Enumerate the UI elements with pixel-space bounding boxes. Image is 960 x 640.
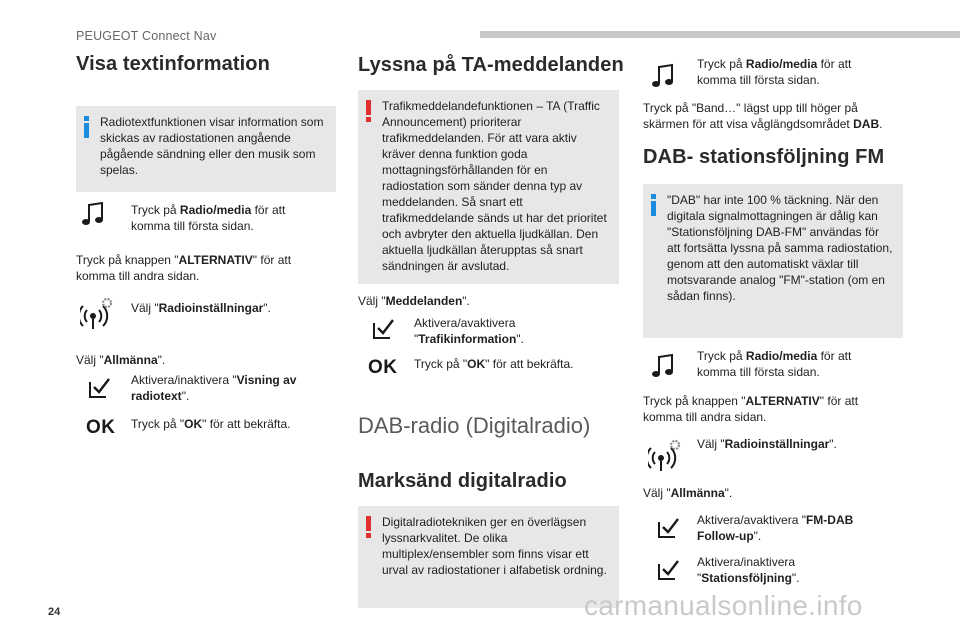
paragraph-alternativ: Tryck på knappen "ALTERNATIV" för att komma till andra sidan. xyxy=(76,253,292,283)
info-icon xyxy=(84,116,89,138)
warning-icon xyxy=(366,100,371,122)
heading-visa-textinformation: Visa textinformation xyxy=(76,53,270,75)
paragraph-meddelanden: Välj "Meddelanden". xyxy=(358,294,470,308)
step-text: Tryck på Radio/media för att komma till första sidan. xyxy=(697,57,852,87)
ok-icon: OK xyxy=(368,357,398,378)
info-box-radiotext xyxy=(76,106,336,192)
paragraph-band: Tryck på "Band…" lägst upp till höger på skärmen för att visa våglängdsområdet DAB. xyxy=(643,101,883,131)
page-number: 24 xyxy=(48,606,61,618)
section-title-dab-radio: DAB-radio (Digitalradio) xyxy=(358,413,591,438)
checkbox-icon xyxy=(88,376,112,400)
step-text: Aktivera/avaktivera "Trafikinformation". xyxy=(414,316,524,346)
music-note-icon xyxy=(80,200,106,228)
step-text: Aktivera/inaktivera "Stationsföljning". xyxy=(697,555,800,585)
step-text: Aktivera/inaktivera "Visning av radiotext". xyxy=(131,373,297,403)
paragraph-alternativ-3: Tryck på knappen "ALTERNATIV" för att komma till andra sidan. xyxy=(643,394,859,424)
step-text: Tryck på "OK" för att bekräfta. xyxy=(131,417,291,431)
step-text: Välj "Radioinställningar". xyxy=(697,437,837,451)
info-icon xyxy=(651,194,656,216)
info-box-dab xyxy=(643,184,903,338)
checkbox-icon xyxy=(372,317,396,341)
header-bar xyxy=(480,31,960,38)
warning-box-text: Digitalradiotekniken ger en överlägsen lyssnarkvalitet. De olika multiplex/ensembler som finns visar ett urval av radiostationer i alfabetisk ordning. xyxy=(382,515,607,577)
radio-settings-icon xyxy=(648,436,682,472)
heading-dab-stationsfoljning: DAB- stationsföljning FM xyxy=(643,146,885,168)
warning-icon xyxy=(366,516,371,538)
warning-box-text: Trafikmeddelandefunktionen – TA (Traffic Announcement) prioriterar trafikmeddelanden. För att vara aktiv kräver denna funktion goda mottagningsförhållanden för en radiostation som sänder denna typ av meddelanden. Så snart ett trafikmeddelande sänds ut har det prioritet och avbryter den aktuella ljudkällan. Den aktuella ljudkällan återupptas så snart sändningen är avslutad. xyxy=(382,99,607,273)
radio-settings-icon xyxy=(80,294,114,330)
step-text: Välj "Radioinställningar". xyxy=(131,301,271,315)
paragraph-allmanna: Välj "Allmänna". xyxy=(76,353,166,367)
info-box-text: "DAB" har inte 100 % täckning. När den digitala signalmottagningen är dålig kan "Stationsföljning DAB-FM" användas för att fortsätta lyssna på samma radiostation, genom att den automatiskt växlar till motsvarande analog "FM"-station (om en sådan finns). xyxy=(667,193,893,303)
warning-box-ta xyxy=(358,90,619,284)
step-text: Tryck på Radio/media för att komma till första sidan. xyxy=(131,203,286,233)
info-box-text: Radiotextfunktionen visar information som skickas av radiostationen angående pågående sändning eller den musik som spelas. xyxy=(100,115,324,177)
step-text: Tryck på Radio/media för att komma till första sidan. xyxy=(697,349,852,379)
checkbox-icon xyxy=(657,516,681,540)
ok-icon: OK xyxy=(86,417,116,438)
watermark: carmanualsonline.info xyxy=(584,590,863,621)
header-title: PEUGEOT Connect Nav xyxy=(76,29,217,43)
heading-lyssna-ta: Lyssna på TA-meddelanden xyxy=(358,54,624,76)
music-note-icon xyxy=(650,62,676,90)
paragraph-allmanna-3: Välj "Allmänna". xyxy=(643,486,733,500)
checkbox-icon xyxy=(657,558,681,582)
step-text: Tryck på "OK" för att bekräfta. xyxy=(414,357,574,371)
warning-box-digitalradio xyxy=(358,506,619,608)
step-text: Aktivera/avaktivera "FM-DAB Follow-up". xyxy=(697,513,854,543)
heading-marksand-digitalradio: Marksänd digitalradio xyxy=(358,470,567,492)
music-note-icon xyxy=(650,352,676,380)
